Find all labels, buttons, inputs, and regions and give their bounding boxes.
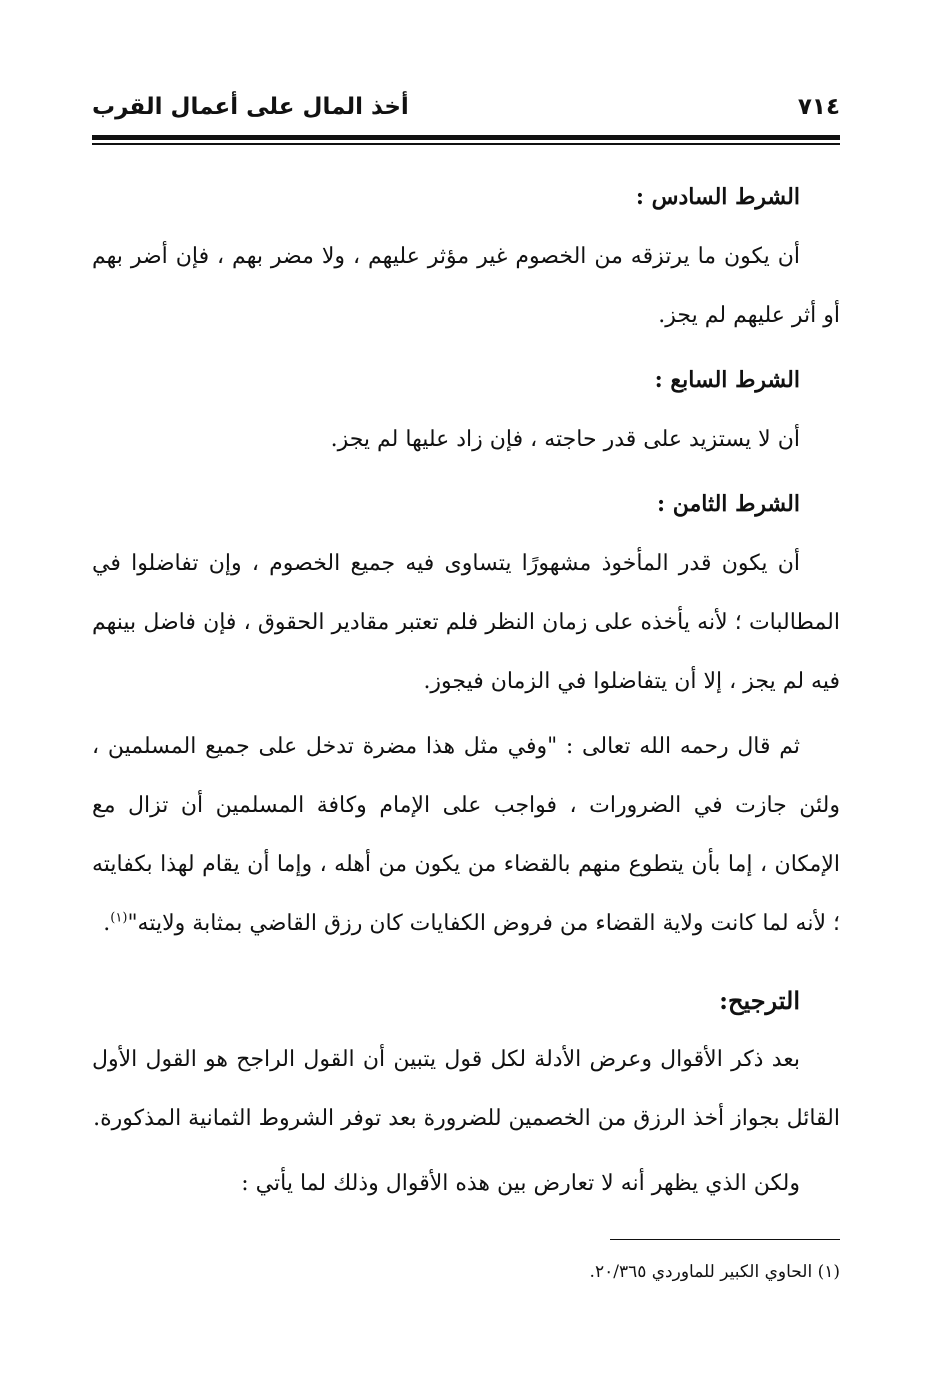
paragraph-sixth-condition: أن يكون ما يرتزقه من الخصوم غير مؤثر عليهم ، ولا مضر بهم ، فإن أضر بهم أو أثر عليهم لم يجز. — [92, 244, 840, 328]
body-text — [92, 168, 840, 1219]
footnote: (١) الحاوي الكبير للماوردي ٢٠/٣٦٥. — [589, 1262, 840, 1282]
paragraph-seventh-condition: أن لا يستزيد على قدر حاجته ، فإن زاد عليها لم يجز. — [330, 427, 800, 452]
running-title: أخذ المال على أعمال القرب — [92, 94, 409, 120]
header-rule-thick — [92, 135, 840, 140]
footnote-separator — [610, 1239, 840, 1240]
paragraph-tarjih: بعد ذكر الأقوال وعرض الأدلة لكل قول يتبين أن القول الراجح هو القول الأول القائل بجواز أخذ الرزق من الخصمين للضرورة بعد توفر الشروط الثمانية المذكورة. — [92, 1047, 840, 1131]
header-rule-thin — [92, 143, 840, 145]
page-number: ٧١٤ — [797, 94, 840, 120]
running-header — [92, 94, 840, 130]
quotation-end: . — [103, 911, 111, 936]
heading-sixth-condition: الشرط السادس : — [635, 184, 800, 210]
paragraph-quotation — [92, 717, 840, 953]
paragraph-last: ولكن الذي يظهر أنه لا تعارض بين هذه الأقوال وذلك لما يأتي : — [241, 1171, 800, 1196]
heading-eighth-condition: الشرط الثامن : — [656, 491, 800, 517]
footnote-reference: (١) — [110, 910, 128, 926]
heading-tarjih: الترجيح: — [719, 986, 800, 1015]
quotation-text: ثم قال رحمه الله تعالى : "وفي مثل هذا مضرة تدخل على جميع المسلمين ، ولئن جازت في الضرورات ، فواجب على الإمام وكافة المسلمين أن تزال مع الإمكان ، إما بأن يتطوع منهم بالقضاء من يكون من أهله ، وإما أن يقام لهذا بكفايته ؛ لأنه لما كانت ولاية القضاء من فروض الكفايات كان رزق القاضي بمثابة ولايته" — [92, 734, 840, 936]
paragraph-eighth-condition: أن يكون قدر المأخوذ مشهورًا يتساوى فيه جميع الخصوم ، وإن تفاضلوا في المطالبات ؛ لأنه يأخذه على زمان النظر فلم تعتبر مقادير الحقوق ، فإن فاضل بينهم فيه لم يجز ، إلا أن يتفاضلوا في الزمان فيجوز. — [92, 551, 840, 694]
heading-seventh-condition: الشرط السابع : — [654, 367, 800, 393]
